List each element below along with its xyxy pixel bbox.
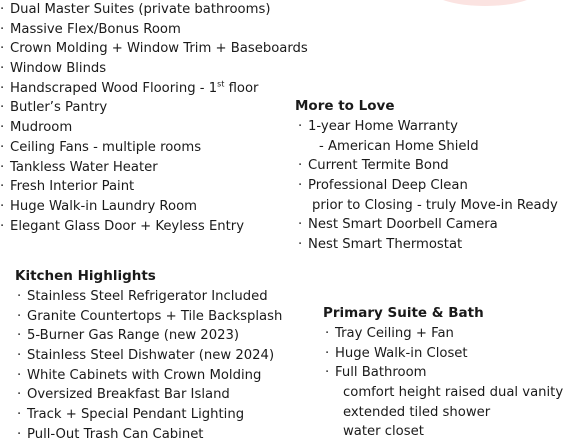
kitchen-heading: Kitchen Highlights [15,268,156,284]
list-item: extended tiled shower [343,404,491,420]
list-item: · Dual Master Suites (private bathrooms) [0,2,271,17]
list-item: · Professional Deep Clean [298,178,468,194]
list-item: · Stainless Steel Refrigerator Included [17,289,268,304]
more-to-love-list [298,117,558,255]
list-item: · Stainless Steel Dishwater (new 2024) [17,348,275,364]
list-item: - American Home Shield [319,138,479,154]
list-item: · Window Blinds [0,61,107,77]
kitchen-list [17,287,282,445]
list-item: · White Cabinets with Crown Molding [17,367,262,383]
list-item: · Ceiling Fans - multiple rooms [0,139,202,155]
list-item: · Pull-Out Trash Can Cabinet [17,426,204,442]
list-item: · 5-Burner Gas Range (new 2023) [17,328,240,344]
list-item: · Oversized Breakfast Bar Island [17,387,230,403]
list-item: water closet [343,424,424,440]
more-to-love-heading: More to Love [295,98,395,114]
list-item: · Huge Walk-in Closet [325,345,468,361]
list-item: · Nest Smart Thermostat [298,237,463,253]
list-item: · Full Bathroom [325,365,427,381]
primary-suite-list [325,324,563,442]
list-item: · Track + Special Pendant Lighting [17,407,245,423]
list-item: · Nest Smart Doorbell Camera [298,217,498,233]
list-item: · Elegant Glass Door + Keyless Entry [0,218,245,234]
list-item: prior to Closing - truly Move-in Ready [312,197,558,213]
list-item: · Crown Molding + Window Trim + Baseboards [0,41,308,57]
primary-suite-heading: Primary Suite & Bath [323,305,484,321]
list-item: · Handscraped Wood Flooring - 1st floor [0,79,259,96]
list-item: · Massive Flex/Bonus Room [0,21,181,37]
list-item: · Fresh Interior Paint [0,179,135,195]
list-item: comfort height raised dual vanity [343,385,564,401]
list-item: · Tray Ceiling + Fan [325,326,454,341]
list-item: · Tankless Water Heater [0,159,158,175]
list-item: · Current Termite Bond [298,158,449,174]
list-item: · Butler’s Pantry [0,100,108,116]
list-item: · Huge Walk-in Laundry Room [0,198,197,214]
list-item: · 1-year Home Warranty [298,119,458,134]
features-list [0,0,308,236]
list-item: · Mudroom [0,120,73,136]
list-item: · Granite Countertops + Tile Backsplash [17,308,283,324]
decorative-shape [430,0,540,6]
